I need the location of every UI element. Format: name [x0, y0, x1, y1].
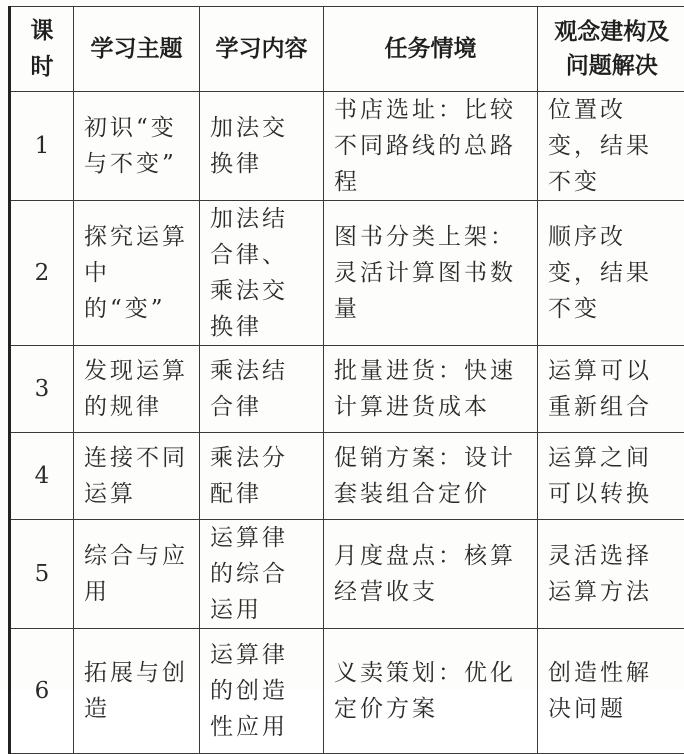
header-content: 学习内容 — [200, 7, 324, 92]
lesson-number: 2 — [10, 201, 74, 346]
content-cell: 加法结合律、乘法交换律 — [200, 201, 324, 346]
content-cell: 乘法分配律 — [200, 433, 324, 520]
header-row — [10, 7, 684, 92]
task-cell: 促销方案：设计套装组合定价 — [324, 433, 538, 520]
lesson-plan-table — [8, 6, 684, 754]
concept-cell: 运算可以重新组合 — [538, 346, 684, 433]
header-theme: 学习主题 — [74, 7, 200, 92]
theme-cell: 综合与应用 — [74, 520, 200, 629]
theme-cell: 连接不同运算 — [74, 433, 200, 520]
table-row — [10, 520, 684, 629]
concept-cell: 创造性解决问题 — [538, 629, 684, 754]
table-row — [10, 629, 684, 754]
task-cell: 义卖策划：优化定价方案 — [324, 629, 538, 754]
concept-cell: 灵活选择运算方法 — [538, 520, 684, 629]
task-cell: 月度盘点：核算经营收支 — [324, 520, 538, 629]
table-row — [10, 346, 684, 433]
table-row — [10, 92, 684, 201]
table-row — [10, 201, 684, 346]
theme-cell: 发现运算的规律 — [74, 346, 200, 433]
lesson-number: 6 — [10, 629, 74, 754]
table-row — [10, 433, 684, 520]
task-cell: 书店选址：比较不同路线的总路程 — [324, 92, 538, 201]
theme-cell: 拓展与创造 — [74, 629, 200, 754]
theme-cell: 探究运算中的“变” — [74, 201, 200, 346]
concept-cell: 位置改变，结果不变 — [538, 92, 684, 201]
header-task: 任务情境 — [324, 7, 538, 92]
concept-cell: 运算之间可以转换 — [538, 433, 684, 520]
content-cell: 乘法结合律 — [200, 346, 324, 433]
task-cell: 图书分类上架：灵活计算图书数量 — [324, 201, 538, 346]
task-cell: 批量进货：快速计算进货成本 — [324, 346, 538, 433]
lesson-number: 1 — [10, 92, 74, 201]
lesson-number: 3 — [10, 346, 74, 433]
header-lesson: 课时 — [10, 7, 74, 92]
lesson-number: 5 — [10, 520, 74, 629]
content-cell: 运算律的综合运用 — [200, 520, 324, 629]
concept-cell: 顺序改变，结果不变 — [538, 201, 684, 346]
content-cell: 加法交换律 — [200, 92, 324, 201]
lesson-number: 4 — [10, 433, 74, 520]
content-cell: 运算律的创造性应用 — [200, 629, 324, 754]
theme-cell: 初识“变与不变” — [74, 92, 200, 201]
header-concept: 观念建构及问题解决 — [538, 7, 684, 92]
